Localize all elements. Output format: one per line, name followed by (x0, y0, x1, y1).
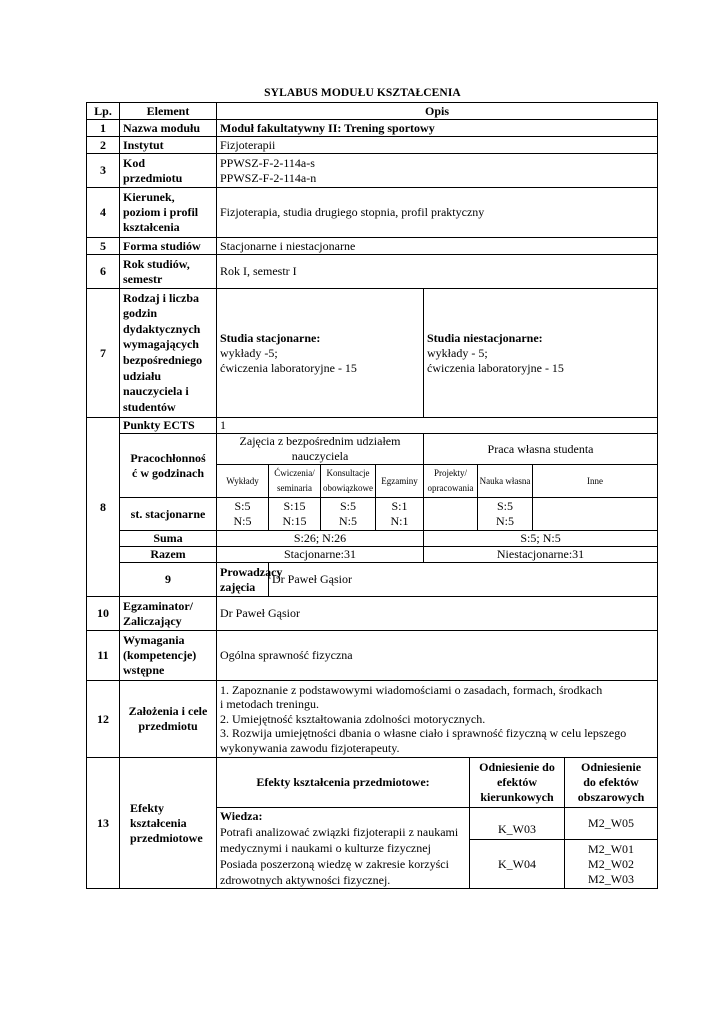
row-label: Instytut (120, 137, 217, 154)
row-label: Rok studiów, semestr (120, 255, 217, 289)
syllabus-table (86, 102, 658, 889)
row-number: 7 (87, 289, 120, 418)
suma-label: Suma (120, 531, 217, 547)
row-label: Forma studiów (120, 238, 217, 255)
stacjonarne-hours: Studia stacjonarne: wykłady -5; ćwiczenia laboratoryjne - 15 (217, 289, 424, 418)
suma-contact: S:26; N:26 (217, 531, 424, 547)
table-row (87, 137, 658, 154)
row-label: Założenia i cele przedmiotu (120, 681, 217, 758)
col-header: Egzaminy (376, 465, 424, 498)
hours-cell (533, 498, 658, 531)
col-header: Projekty/ opracowania (424, 465, 478, 498)
table-row (87, 255, 658, 289)
table-row (87, 289, 658, 418)
effects-table (216, 757, 658, 889)
row-number: 6 (87, 255, 120, 289)
row-number: 1 (87, 120, 120, 137)
obszarowe-header: Odniesienie do efektów obszarowych (565, 758, 658, 808)
row-value: Ogólna sprawność fizyczna (217, 631, 658, 681)
hours-cell: S:5 N:5 (478, 498, 533, 531)
row-value: Stacjonarne i niestacjonarne (217, 238, 658, 255)
niestacjonarne-hours: Studia niestacjonarne: wykłady - 5; ćwiczenia laboratoryjne - 15 (424, 289, 658, 418)
row-label: Nazwa modułu (120, 120, 217, 137)
row-label: Kierunek, poziom i profil kształcenia (120, 188, 217, 238)
header-opis: Opis (217, 103, 658, 120)
hours-label: Pracochłonnoś ć w godzinach (120, 434, 217, 498)
kierunkowy-code: K_W03 (470, 808, 565, 840)
table-row (87, 631, 658, 681)
row-label: Prowadzący zajęcia (217, 563, 269, 597)
effects-header: Efekty kształcenia przedmiotowe: (217, 758, 470, 808)
table-row (87, 547, 658, 563)
kierunkowy-code: K_W04 (470, 840, 565, 889)
table-row (87, 597, 658, 631)
hours-cell: S:5 N:5 (321, 498, 376, 531)
obszarowy-code: M2_W05 (565, 808, 658, 840)
table-row (87, 681, 658, 758)
table-row (87, 154, 658, 188)
st-stacjonarne-label: st. stacjonarne (120, 498, 217, 531)
col-header: Inne (533, 465, 658, 498)
row-number: 12 (87, 681, 120, 758)
row-label: Efekty kształcenia przedmiotowe (120, 758, 217, 889)
row-number: 5 (87, 238, 120, 255)
row-value: Dr Paweł Gąsior (217, 597, 658, 631)
document-title: SYLABUS MODUŁU KSZTAŁCENIA (264, 87, 461, 99)
row-value: Moduł fakultatywny II: Trening sportowy (217, 120, 658, 137)
table-row (87, 188, 658, 238)
col-header: Nauka własna (478, 465, 533, 498)
row-number: 3 (87, 154, 120, 188)
ects-value: 1 (217, 418, 658, 434)
row-value: PPWSZ-F-2-114a-s PPWSZ-F-2-114a-n (217, 154, 658, 188)
razem-label: Razem (120, 547, 217, 563)
table-row (87, 563, 658, 597)
row-value: Dr Paweł Gąsior (269, 563, 658, 597)
header-lp: Lp. (87, 103, 120, 120)
hours-cell: S:5 N:5 (217, 498, 269, 531)
effect-description: Wiedza: Potrafi analizować związki fizjoterapii z naukami medycznymi i naukami o kulturze fizycznej Posiada poszerzoną wiedzę w zakresie korzyści zdrowotnych aktywności fizycznej. (217, 808, 470, 889)
row-number: 9 (120, 563, 217, 597)
row-label: Rodzaj i liczba godzin dydaktycznych wymagających bezpośredniego udziału nauczyciela i studentów (120, 289, 217, 418)
ects-label: Punkty ECTS (120, 418, 217, 434)
col-header: Wykłady (217, 465, 269, 498)
row-value: Fizjoterapii (217, 137, 658, 154)
table-row (87, 418, 658, 434)
razem-self: Niestacjonarne:31 (424, 547, 658, 563)
table-header-row (87, 103, 658, 120)
table-row (87, 120, 658, 137)
effects-cell (217, 758, 658, 889)
row-number: 8 (87, 418, 120, 597)
hours-cell (424, 498, 478, 531)
table-row (87, 758, 658, 889)
col-header: Konsultacje obowiązkowe (321, 465, 376, 498)
row-value: 1. Zapoznanie z podstawowymi wiadomościami o zasadach, formach, środkach i metodach treningu. 2. Umiejętność kształtowania zdolności motorycznych. 3. Rozwija umiejętności dbania o własne ciało i sprawność fizyczną w celu lepszego wykonywania zawodu fizjoterapeuty. (217, 681, 658, 758)
row-value: Rok I, semestr I (217, 255, 658, 289)
table-row (87, 531, 658, 547)
table-row (87, 498, 658, 531)
hours-cell: S:1 N:1 (376, 498, 424, 531)
contact-hours-heading: Zajęcia z bezpośrednim udziałem nauczyciela (217, 434, 424, 465)
self-study-heading: Praca własna studenta (424, 434, 658, 465)
obszarowy-code: M2_W01 M2_W02 M2_W03 (565, 840, 658, 889)
razem-contact: Stacjonarne:31 (217, 547, 424, 563)
row-label: Wymagania (kompetencje) wstępne (120, 631, 217, 681)
col-header: Ćwiczenia/ seminaria (269, 465, 321, 498)
table-row (87, 434, 658, 465)
row-number: 2 (87, 137, 120, 154)
row-number: 4 (87, 188, 120, 238)
row-number: 11 (87, 631, 120, 681)
suma-self: S:5; N:5 (424, 531, 658, 547)
row-label: Kod przedmiotu (120, 154, 217, 188)
hours-cell: S:15 N:15 (269, 498, 321, 531)
table-row (87, 238, 658, 255)
header-element: Element (120, 103, 217, 120)
row-number: 13 (87, 758, 120, 889)
row-label: Egzaminator/ Zaliczający (120, 597, 217, 631)
row-value: Fizjoterapia, studia drugiego stopnia, profil praktyczny (217, 188, 658, 238)
kierunkowe-header: Odniesienie do efektów kierunkowych (470, 758, 565, 808)
row-number: 10 (87, 597, 120, 631)
